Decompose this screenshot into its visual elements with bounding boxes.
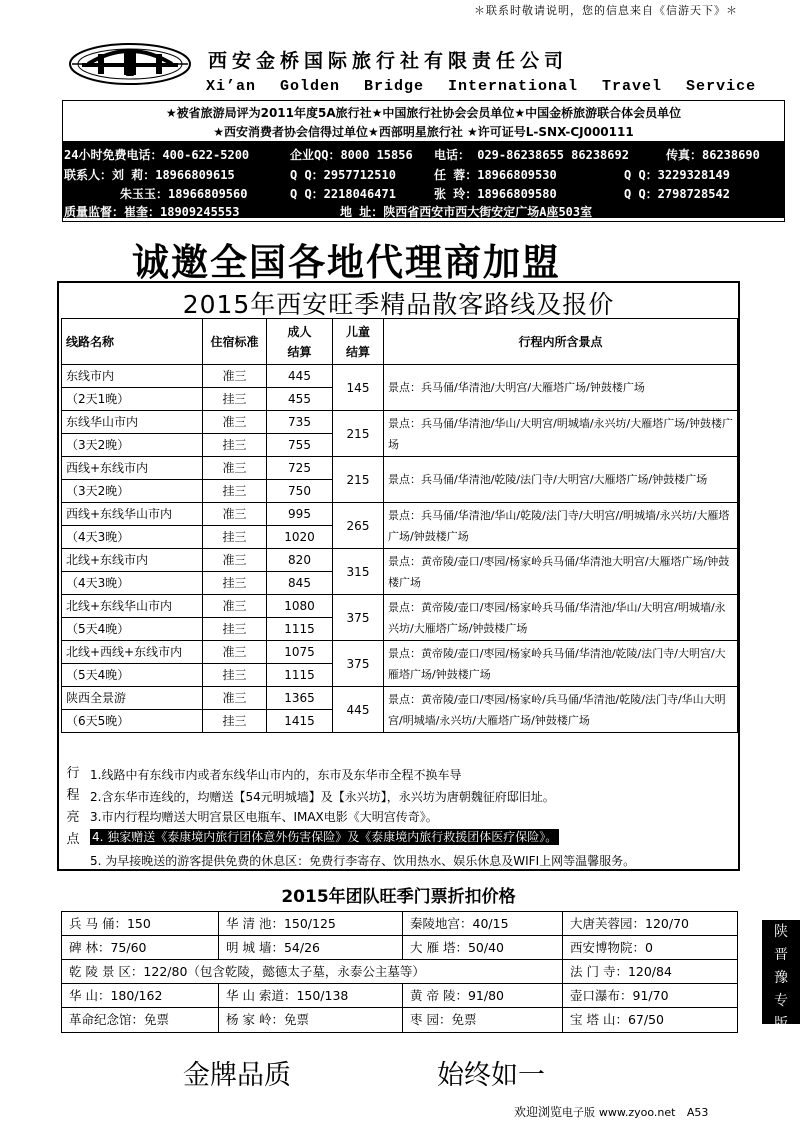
route-days: （3天2晚） xyxy=(62,480,203,503)
tickets-title: 2015年团队旺季门票折扣价格 xyxy=(281,887,516,907)
route-adult-price: 820 xyxy=(267,549,333,572)
honor-line: ★被省旅游局评为2011年度5A旅行社★中国旅行社协会会员单位★中国金桥旅游联合体会员单位 xyxy=(165,106,682,120)
ticket-cell: 华 山 索道：150/138 xyxy=(218,984,402,1008)
route-adult-price: 1115 xyxy=(267,618,333,641)
route-child-price: 445 xyxy=(333,687,384,733)
route-sights: 景点：兵马俑/华清池/华山/大明宫/明城墙/永兴坊/大雁塔广场/钟鼓楼广场 xyxy=(384,411,738,457)
route-sights: 景点：黄帝陵/壶口/枣园/杨家岭/兵马俑/华清池/乾陵/法门寺/华山大明宫/明城墙/永兴坊/大雁塔广场/钟鼓楼广场 xyxy=(384,687,738,733)
route-days: （3天2晚） xyxy=(62,434,203,457)
footer-brand: 电子版 xyxy=(562,1106,596,1119)
ticket-cell: 革命纪念馆：免票 xyxy=(69,1012,170,1027)
company-name-en: Xi’an Golden Bridge International Travel Service xyxy=(206,78,757,95)
ticket-row xyxy=(62,936,737,960)
route-adult-price: 845 xyxy=(267,572,333,595)
routes-title: 2015年西安旺季精品散客路线及报价 xyxy=(182,290,615,319)
route-adult-price: 1115 xyxy=(267,664,333,687)
phone: 电话： 029-86238655 86238692 xyxy=(434,148,629,162)
route-lodging: 挂三 xyxy=(203,434,267,457)
company-logo xyxy=(68,42,192,86)
agent-slogan: 诚邀全国各地代理商加盟 xyxy=(132,240,561,284)
route-days: （4天3晚） xyxy=(62,526,203,549)
route-adult-price: 995 xyxy=(267,503,333,526)
route-row xyxy=(62,503,738,526)
route-lodging: 准三 xyxy=(203,411,267,434)
route-row xyxy=(62,687,738,710)
route-adult-price: 1020 xyxy=(267,526,333,549)
route-name: 北线+西线+东线市内 xyxy=(62,641,203,664)
ticket-cell: 黄 帝 陵：91/80 xyxy=(402,984,562,1008)
feature-item: 3.市内行程均赠送大明宫景区电瓶车、IMAX电影《大明宫传奇》。 xyxy=(90,810,438,824)
route-lodging: 准三 xyxy=(203,503,267,526)
route-row xyxy=(62,411,738,434)
route-name: 北线+东线华山市内 xyxy=(62,595,203,618)
route-child-price: 315 xyxy=(333,549,384,595)
route-adult-price: 1415 xyxy=(267,710,333,733)
routes-table xyxy=(61,318,738,733)
features-label-char: 程 xyxy=(66,788,80,803)
features-label-char: 点 xyxy=(66,832,80,847)
company-name-cn: 西安金桥国际旅行社有限责任公司 xyxy=(208,50,569,72)
route-lodging: 挂三 xyxy=(203,710,267,733)
route-row xyxy=(62,457,738,480)
ticket-cell: 壶口瀑布：91/70 xyxy=(562,984,739,1008)
route-lodging: 准三 xyxy=(203,365,267,388)
contact-panel xyxy=(62,142,785,218)
route-name: 东线市内 xyxy=(62,365,203,388)
route-lodging: 挂三 xyxy=(203,664,267,687)
company-qq: 企业QQ：8000 15856 xyxy=(290,148,413,162)
route-lodging: 挂三 xyxy=(203,618,267,641)
ticket-cell: 兵 马 俑：150 xyxy=(69,916,151,931)
route-lodging: 挂三 xyxy=(203,572,267,595)
header-sights: 行程内所含景点 xyxy=(384,319,738,365)
route-adult-price: 1080 xyxy=(267,595,333,618)
contact-qq: Q Q：2218046471 xyxy=(290,187,396,201)
contact-underline xyxy=(62,218,785,222)
route-name: 北线+东线市内 xyxy=(62,549,203,572)
route-lodging: 挂三 xyxy=(203,480,267,503)
route-adult-price: 445 xyxy=(267,365,333,388)
ticket-row xyxy=(62,912,737,936)
ticket-cell: 碑 林：75/60 xyxy=(69,940,147,955)
route-child-price: 215 xyxy=(333,457,384,503)
region-badge-char: 豫 xyxy=(774,970,788,986)
ticket-price-grid xyxy=(61,911,738,1033)
routes-header-row xyxy=(62,319,738,365)
route-lodging: 准三 xyxy=(203,641,267,664)
route-name: 西线+东线市内 xyxy=(62,457,203,480)
ticket-cell: 大 雁 塔：50/40 xyxy=(402,936,562,960)
header-adult: 成人结算 xyxy=(267,319,333,365)
feature-item: 4. 独家赠送《泰康境内旅行团体意外伤害保险》及《泰康境内旅行救援团体医疗保险》。 xyxy=(92,830,558,844)
features-label-char: 行 xyxy=(66,766,80,781)
route-sights: 景点：黄帝陵/壶口/枣园/杨家岭兵马俑/华清池/华山/大明宫/明城墙/永兴坊/大雁塔广场/钟鼓楼广场 xyxy=(384,595,738,641)
route-adult-price: 735 xyxy=(267,411,333,434)
header-lodging: 住宿标准 xyxy=(203,319,267,365)
route-row xyxy=(62,595,738,618)
page-number: A53 xyxy=(686,1106,709,1119)
route-child-price: 145 xyxy=(333,365,384,411)
header-child: 儿童结算 xyxy=(333,319,384,365)
motto-left: 金牌品质 xyxy=(183,1060,291,1091)
ticket-cell: 明 城 墙：54/26 xyxy=(218,936,402,960)
ticket-cell: 华 清 池：150/125 xyxy=(218,912,402,936)
ticket-row xyxy=(62,960,737,984)
ticket-cell: 枣 园：免票 xyxy=(402,1008,562,1032)
route-name: 西线+东线华山市内 xyxy=(62,503,203,526)
contact-person: 张 玲：18966809580 xyxy=(434,187,557,201)
route-row xyxy=(62,549,738,572)
feature-item: 2.含东华市连线的，均赠送【54元明城墙】及【永兴坊】，永兴坊为唐朝魏征府邸旧址。 xyxy=(90,790,555,804)
route-adult-price: 750 xyxy=(267,480,333,503)
route-adult-price: 725 xyxy=(267,457,333,480)
region-badge xyxy=(762,920,800,1032)
ticket-row xyxy=(62,984,737,1008)
ticket-cell: 大唐芙蓉园：120/70 xyxy=(562,912,739,936)
ticket-cell: 西安博物院：0 xyxy=(562,936,739,960)
route-name: 陕西全景游 xyxy=(62,687,203,710)
route-sights: 景点：兵马俑/华清池/乾陵/法门寺/大明宫/大雁塔广场/钟鼓楼广场 xyxy=(384,457,738,503)
ticket-cell: 华 山：180/162 xyxy=(69,988,163,1003)
route-adult-price: 1365 xyxy=(267,687,333,710)
route-days: （5天4晚） xyxy=(62,618,203,641)
hotline: 24小时免费电话：400-622-5200 xyxy=(64,148,250,162)
route-child-price: 215 xyxy=(333,411,384,457)
fax: 传真：86238690 xyxy=(666,148,760,162)
route-row xyxy=(62,641,738,664)
features-label-char: 亮 xyxy=(66,810,80,825)
route-adult-price: 1075 xyxy=(267,641,333,664)
region-badge-char: 晋 xyxy=(774,947,788,963)
footer-welcome: 欢迎浏览 xyxy=(514,1105,563,1119)
region-badge-char: 版 xyxy=(774,1016,788,1032)
route-name: 东线华山市内 xyxy=(62,411,203,434)
honors-banner xyxy=(62,100,785,142)
route-child-price: 375 xyxy=(333,595,384,641)
ticket-cell: 乾 陵 景 区：122/80（包含乾陵，懿德太子墓，永泰公主墓等） xyxy=(69,964,425,979)
contact-person: 联系人：刘 莉：18966809615 xyxy=(64,168,235,182)
route-lodging: 准三 xyxy=(203,549,267,572)
route-sights: 景点：黄帝陵/壶口/枣园/杨家岭兵马俑/华清池/乾陵/法门寺/大明宫/大雁塔广场/钟鼓楼广场 xyxy=(384,641,738,687)
route-lodging: 挂三 xyxy=(203,388,267,411)
ticket-cell: 宝 塔 山：67/50 xyxy=(562,1008,739,1032)
feature-item-highlight xyxy=(90,828,559,845)
route-adult-price: 455 xyxy=(267,388,333,411)
contact-person: 任 蓉：18966809530 xyxy=(434,168,557,182)
route-lodging: 挂三 xyxy=(203,526,267,549)
motto-right: 始终如一 xyxy=(437,1060,545,1091)
ticket-row xyxy=(62,1008,737,1032)
ticket-cell: 法 门 寺：120/84 xyxy=(562,960,739,984)
route-adult-price: 755 xyxy=(267,434,333,457)
footer-note xyxy=(514,1103,708,1120)
route-row xyxy=(62,365,738,388)
route-days: （5天4晚） xyxy=(62,664,203,687)
address: 地 址：陕西省西安市西大街安定广场A座503室 xyxy=(340,205,593,219)
footer-url[interactable]: www.zyoo.net xyxy=(598,1106,676,1119)
header-route-name: 线路名称 xyxy=(62,319,203,365)
quality-supervisor: 质量监督：崔奎：18909245553 xyxy=(64,205,240,219)
region-badge-char: 专 xyxy=(774,993,788,1009)
route-days: （6天5晚） xyxy=(62,710,203,733)
contact-qq: Q Q：2957712510 xyxy=(290,168,396,182)
feature-item: 1.线路中有东线市内或者东线华山市内的，东市及东华市全程不换车导 xyxy=(90,768,462,782)
source-note: ＊联系时敬请说明，您的信息来自《信游天下》＊ xyxy=(474,4,738,17)
contact-qq: Q Q：3229328149 xyxy=(624,168,730,182)
ticket-cell: 杨 家 岭：免票 xyxy=(218,1008,402,1032)
route-sights: 景点：兵马俑/华清池/华山/乾陵/法门寺/大明宫//明城墙/永兴坊/大雁塔广场/钟鼓楼广场 xyxy=(384,503,738,549)
feature-item: 5. 为早接晚送的游客提供免费的休息区：免费行李寄存、饮用热水、娱乐休息及WIFI上网等温馨服务。 xyxy=(90,854,636,868)
route-days: （2天1晚） xyxy=(62,388,203,411)
route-sights: 景点：兵马俑/华清池/大明宫/大雁塔广场/钟鼓楼广场 xyxy=(384,365,738,411)
route-lodging: 准三 xyxy=(203,457,267,480)
route-lodging: 准三 xyxy=(203,687,267,710)
route-days: （4天3晚） xyxy=(62,572,203,595)
route-child-price: 265 xyxy=(333,503,384,549)
route-sights: 景点：黄帝陵/壶口/枣园/杨家岭兵马俑/华清池大明宫/大雁塔广场/钟鼓楼广场 xyxy=(384,549,738,595)
features-label xyxy=(61,762,85,870)
contact-person: 朱玉玉：18966809560 xyxy=(120,187,248,201)
honor-line: ★西安消费者协会信得过单位★西部明星旅行社 ★许可证号L-SNX-CJ000111 xyxy=(213,125,634,139)
route-child-price: 375 xyxy=(333,641,384,687)
contact-qq: Q Q：2798728542 xyxy=(624,187,730,201)
route-lodging: 准三 xyxy=(203,595,267,618)
ticket-cell: 秦陵地宫：40/15 xyxy=(402,912,562,936)
region-badge-char: 陕 xyxy=(774,924,788,940)
